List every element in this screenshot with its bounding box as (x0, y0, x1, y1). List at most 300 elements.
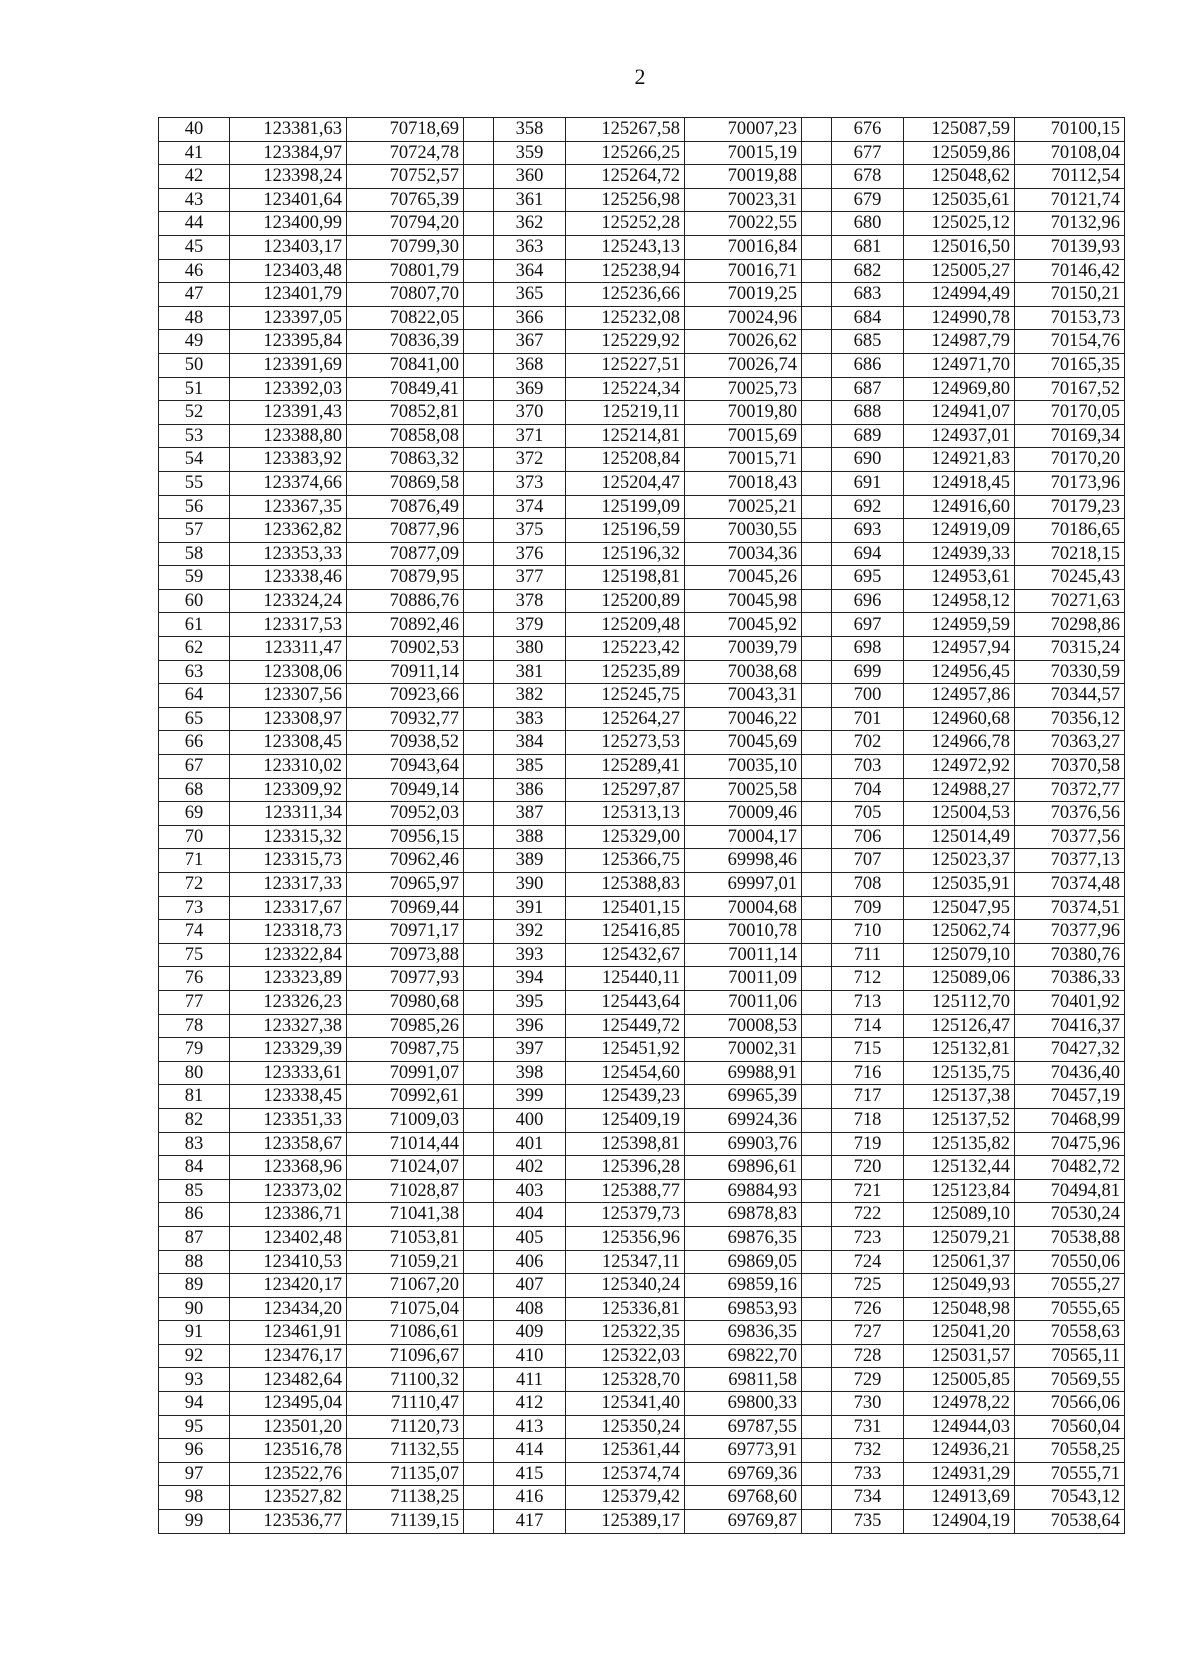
column-spacer (802, 755, 832, 779)
point-number-cell: 698 (832, 637, 904, 661)
x-coordinate-cell: 125137,52 (904, 1108, 1015, 1132)
y-coordinate-cell: 71100,32 (347, 1368, 464, 1392)
x-coordinate-cell: 125238,94 (566, 259, 685, 283)
y-coordinate-cell: 70010,78 (685, 920, 802, 944)
x-coordinate-cell: 125132,81 (904, 1038, 1015, 1062)
point-number-cell: 404 (494, 1203, 566, 1227)
point-number-cell: 381 (494, 660, 566, 684)
x-coordinate-cell: 125132,44 (904, 1156, 1015, 1180)
point-number-cell: 731 (832, 1415, 904, 1439)
point-number-cell: 70 (159, 825, 230, 849)
column-spacer (802, 1179, 832, 1203)
point-number-cell: 90 (159, 1297, 230, 1321)
x-coordinate-cell: 123317,53 (230, 613, 347, 637)
x-coordinate-cell: 125023,37 (904, 849, 1015, 873)
point-number-cell: 56 (159, 495, 230, 519)
y-coordinate-cell: 70841,00 (347, 353, 464, 377)
y-coordinate-cell: 70952,03 (347, 802, 464, 826)
column-spacer (464, 873, 494, 897)
y-coordinate-cell: 70030,55 (685, 519, 802, 543)
x-coordinate-cell: 123401,79 (230, 283, 347, 307)
x-coordinate-cell: 125135,82 (904, 1132, 1015, 1156)
column-spacer (464, 1415, 494, 1439)
y-coordinate-cell: 70569,55 (1015, 1368, 1125, 1392)
y-coordinate-cell: 70836,39 (347, 330, 464, 354)
y-coordinate-cell: 70794,20 (347, 212, 464, 236)
x-coordinate-cell: 123397,05 (230, 306, 347, 330)
x-coordinate-cell: 123391,43 (230, 401, 347, 425)
point-number-cell: 413 (494, 1415, 566, 1439)
x-coordinate-cell: 124939,33 (904, 542, 1015, 566)
x-coordinate-cell: 125350,24 (566, 1415, 685, 1439)
y-coordinate-cell: 69878,83 (685, 1203, 802, 1227)
table-row (159, 1321, 1125, 1345)
y-coordinate-cell: 70016,84 (685, 235, 802, 259)
point-number-cell: 365 (494, 283, 566, 307)
x-coordinate-cell: 123311,34 (230, 802, 347, 826)
y-coordinate-cell: 70558,63 (1015, 1321, 1125, 1345)
table-row (159, 566, 1125, 590)
point-number-cell: 735 (832, 1510, 904, 1534)
point-number-cell: 77 (159, 990, 230, 1014)
point-number-cell: 81 (159, 1085, 230, 1109)
x-coordinate-cell: 125379,42 (566, 1486, 685, 1510)
column-spacer (802, 1085, 832, 1109)
x-coordinate-cell: 123308,06 (230, 660, 347, 684)
column-spacer (802, 330, 832, 354)
column-spacer (802, 283, 832, 307)
x-coordinate-cell: 125243,13 (566, 235, 685, 259)
y-coordinate-cell: 70377,56 (1015, 825, 1125, 849)
column-spacer (464, 1486, 494, 1510)
column-spacer (464, 1085, 494, 1109)
column-spacer (802, 707, 832, 731)
y-coordinate-cell: 69773,91 (685, 1439, 802, 1463)
y-coordinate-cell: 70045,26 (685, 566, 802, 590)
x-coordinate-cell: 125209,48 (566, 613, 685, 637)
point-number-cell: 48 (159, 306, 230, 330)
column-spacer (802, 778, 832, 802)
column-spacer (464, 731, 494, 755)
point-number-cell: 689 (832, 424, 904, 448)
column-spacer (464, 920, 494, 944)
y-coordinate-cell: 70004,17 (685, 825, 802, 849)
point-number-cell: 688 (832, 401, 904, 425)
column-spacer (464, 1321, 494, 1345)
point-number-cell: 98 (159, 1486, 230, 1510)
point-number-cell: 687 (832, 377, 904, 401)
x-coordinate-cell: 125126,47 (904, 1014, 1015, 1038)
column-spacer (802, 1250, 832, 1274)
x-coordinate-cell: 125041,20 (904, 1321, 1015, 1345)
y-coordinate-cell: 70807,70 (347, 283, 464, 307)
x-coordinate-cell: 125214,81 (566, 424, 685, 448)
column-spacer (464, 825, 494, 849)
column-spacer (464, 212, 494, 236)
x-coordinate-cell: 123317,33 (230, 873, 347, 897)
point-number-cell: 399 (494, 1085, 566, 1109)
y-coordinate-cell: 70530,24 (1015, 1203, 1125, 1227)
x-coordinate-cell: 125328,70 (566, 1368, 685, 1392)
point-number-cell: 71 (159, 849, 230, 873)
point-number-cell: 705 (832, 802, 904, 826)
point-number-cell: 726 (832, 1297, 904, 1321)
x-coordinate-cell: 125322,35 (566, 1321, 685, 1345)
point-number-cell: 710 (832, 920, 904, 944)
table-row (159, 542, 1125, 566)
y-coordinate-cell: 70011,06 (685, 990, 802, 1014)
y-coordinate-cell: 70146,42 (1015, 259, 1125, 283)
x-coordinate-cell: 123307,56 (230, 684, 347, 708)
table-row (159, 896, 1125, 920)
y-coordinate-cell: 70034,36 (685, 542, 802, 566)
y-coordinate-cell: 70971,17 (347, 920, 464, 944)
y-coordinate-cell: 70045,69 (685, 731, 802, 755)
column-spacer (464, 802, 494, 826)
point-number-cell: 686 (832, 353, 904, 377)
x-coordinate-cell: 123373,02 (230, 1179, 347, 1203)
table-row (159, 755, 1125, 779)
point-number-cell: 63 (159, 660, 230, 684)
y-coordinate-cell: 70555,71 (1015, 1462, 1125, 1486)
point-number-cell: 392 (494, 920, 566, 944)
y-coordinate-cell: 70374,51 (1015, 896, 1125, 920)
column-spacer (802, 1510, 832, 1534)
x-coordinate-cell: 124958,12 (904, 589, 1015, 613)
table-row (159, 188, 1125, 212)
point-number-cell: 61 (159, 613, 230, 637)
x-coordinate-cell: 125004,53 (904, 802, 1015, 826)
x-coordinate-cell: 124988,27 (904, 778, 1015, 802)
x-coordinate-cell: 125266,25 (566, 141, 685, 165)
x-coordinate-cell: 124990,78 (904, 306, 1015, 330)
y-coordinate-cell: 70045,98 (685, 589, 802, 613)
y-coordinate-cell: 70165,35 (1015, 353, 1125, 377)
point-number-cell: 376 (494, 542, 566, 566)
x-coordinate-cell: 124944,03 (904, 1415, 1015, 1439)
table-row (159, 943, 1125, 967)
column-spacer (464, 283, 494, 307)
column-spacer (802, 306, 832, 330)
x-coordinate-cell: 124937,01 (904, 424, 1015, 448)
table-row (159, 377, 1125, 401)
x-coordinate-cell: 125401,15 (566, 896, 685, 920)
y-coordinate-cell: 70911,14 (347, 660, 464, 684)
y-coordinate-cell: 70956,15 (347, 825, 464, 849)
x-coordinate-cell: 125256,98 (566, 188, 685, 212)
point-number-cell: 713 (832, 990, 904, 1014)
x-coordinate-cell: 125236,66 (566, 283, 685, 307)
column-spacer (802, 165, 832, 189)
point-number-cell: 93 (159, 1368, 230, 1392)
x-coordinate-cell: 123381,63 (230, 118, 347, 142)
point-number-cell: 680 (832, 212, 904, 236)
table-row (159, 825, 1125, 849)
x-coordinate-cell: 123351,33 (230, 1108, 347, 1132)
point-number-cell: 691 (832, 471, 904, 495)
point-number-cell: 379 (494, 613, 566, 637)
y-coordinate-cell: 69836,35 (685, 1321, 802, 1345)
table-row (159, 613, 1125, 637)
point-number-cell: 387 (494, 802, 566, 826)
coordinates-table (158, 117, 1125, 1534)
x-coordinate-cell: 125137,38 (904, 1085, 1015, 1109)
x-coordinate-cell: 123311,47 (230, 637, 347, 661)
column-spacer (464, 755, 494, 779)
table-row (159, 589, 1125, 613)
x-coordinate-cell: 125112,70 (904, 990, 1015, 1014)
y-coordinate-cell: 71059,21 (347, 1250, 464, 1274)
column-spacer (464, 778, 494, 802)
column-spacer (464, 542, 494, 566)
y-coordinate-cell: 70025,21 (685, 495, 802, 519)
column-spacer (802, 1014, 832, 1038)
y-coordinate-cell: 70943,64 (347, 755, 464, 779)
x-coordinate-cell: 125267,58 (566, 118, 685, 142)
point-number-cell: 676 (832, 118, 904, 142)
x-coordinate-cell: 125297,87 (566, 778, 685, 802)
point-number-cell: 692 (832, 495, 904, 519)
point-number-cell: 390 (494, 873, 566, 897)
point-number-cell: 732 (832, 1439, 904, 1463)
column-spacer (802, 731, 832, 755)
point-number-cell: 97 (159, 1462, 230, 1486)
x-coordinate-cell: 125035,91 (904, 873, 1015, 897)
x-coordinate-cell: 123315,32 (230, 825, 347, 849)
column-spacer (464, 235, 494, 259)
point-number-cell: 694 (832, 542, 904, 566)
y-coordinate-cell: 69853,93 (685, 1297, 802, 1321)
table-row (159, 637, 1125, 661)
point-number-cell: 720 (832, 1156, 904, 1180)
x-coordinate-cell: 125374,74 (566, 1462, 685, 1486)
x-coordinate-cell: 125439,23 (566, 1085, 685, 1109)
point-number-cell: 712 (832, 967, 904, 991)
column-spacer (802, 896, 832, 920)
column-spacer (464, 637, 494, 661)
y-coordinate-cell: 70015,69 (685, 424, 802, 448)
y-coordinate-cell: 71120,73 (347, 1415, 464, 1439)
column-spacer (464, 1203, 494, 1227)
y-coordinate-cell: 70025,58 (685, 778, 802, 802)
table-row (159, 448, 1125, 472)
column-spacer (464, 1297, 494, 1321)
x-coordinate-cell: 124941,07 (904, 401, 1015, 425)
point-number-cell: 96 (159, 1439, 230, 1463)
y-coordinate-cell: 70007,23 (685, 118, 802, 142)
point-number-cell: 59 (159, 566, 230, 590)
point-number-cell: 699 (832, 660, 904, 684)
column-spacer (464, 1179, 494, 1203)
y-coordinate-cell: 69811,58 (685, 1368, 802, 1392)
x-coordinate-cell: 125336,81 (566, 1297, 685, 1321)
x-coordinate-cell: 125031,57 (904, 1344, 1015, 1368)
point-number-cell: 62 (159, 637, 230, 661)
point-number-cell: 64 (159, 684, 230, 708)
y-coordinate-cell: 70008,53 (685, 1014, 802, 1038)
x-coordinate-cell: 123367,35 (230, 495, 347, 519)
column-spacer (802, 212, 832, 236)
x-coordinate-cell: 124972,92 (904, 755, 1015, 779)
x-coordinate-cell: 125224,34 (566, 377, 685, 401)
column-spacer (802, 542, 832, 566)
point-number-cell: 678 (832, 165, 904, 189)
point-number-cell: 60 (159, 589, 230, 613)
x-coordinate-cell: 125229,92 (566, 330, 685, 354)
y-coordinate-cell: 70969,44 (347, 896, 464, 920)
x-coordinate-cell: 123318,73 (230, 920, 347, 944)
table-row (159, 401, 1125, 425)
column-spacer (802, 849, 832, 873)
y-coordinate-cell: 70024,96 (685, 306, 802, 330)
table-row (159, 1038, 1125, 1062)
point-number-cell: 388 (494, 825, 566, 849)
point-number-cell: 700 (832, 684, 904, 708)
y-coordinate-cell: 70271,63 (1015, 589, 1125, 613)
y-coordinate-cell: 71138,25 (347, 1486, 464, 1510)
point-number-cell: 417 (494, 1510, 566, 1534)
point-number-cell: 94 (159, 1392, 230, 1416)
column-spacer (802, 1415, 832, 1439)
table-row (159, 660, 1125, 684)
point-number-cell: 395 (494, 990, 566, 1014)
point-number-cell: 409 (494, 1321, 566, 1345)
point-number-cell: 360 (494, 165, 566, 189)
column-spacer (802, 660, 832, 684)
y-coordinate-cell: 70801,79 (347, 259, 464, 283)
y-coordinate-cell: 69800,33 (685, 1392, 802, 1416)
point-number-cell: 83 (159, 1132, 230, 1156)
x-coordinate-cell: 125322,03 (566, 1344, 685, 1368)
point-number-cell: 411 (494, 1368, 566, 1392)
y-coordinate-cell: 70902,53 (347, 637, 464, 661)
point-number-cell: 54 (159, 448, 230, 472)
point-number-cell: 723 (832, 1226, 904, 1250)
table-row (159, 1014, 1125, 1038)
point-number-cell: 690 (832, 448, 904, 472)
y-coordinate-cell: 70938,52 (347, 731, 464, 755)
point-number-cell: 57 (159, 519, 230, 543)
point-number-cell: 385 (494, 755, 566, 779)
y-coordinate-cell: 71053,81 (347, 1226, 464, 1250)
y-coordinate-cell: 71024,07 (347, 1156, 464, 1180)
point-number-cell: 721 (832, 1179, 904, 1203)
y-coordinate-cell: 71009,03 (347, 1108, 464, 1132)
column-spacer (464, 1014, 494, 1038)
y-coordinate-cell: 70015,19 (685, 141, 802, 165)
point-number-cell: 47 (159, 283, 230, 307)
y-coordinate-cell: 70153,73 (1015, 306, 1125, 330)
column-spacer (802, 684, 832, 708)
table-row (159, 684, 1125, 708)
point-number-cell: 88 (159, 1250, 230, 1274)
point-number-cell: 703 (832, 755, 904, 779)
column-spacer (802, 377, 832, 401)
column-spacer (464, 1344, 494, 1368)
x-coordinate-cell: 123383,92 (230, 448, 347, 472)
y-coordinate-cell: 70132,96 (1015, 212, 1125, 236)
y-coordinate-cell: 70436,40 (1015, 1061, 1125, 1085)
y-coordinate-cell: 70108,04 (1015, 141, 1125, 165)
y-coordinate-cell: 69924,36 (685, 1108, 802, 1132)
table-row (159, 1179, 1125, 1203)
point-number-cell: 391 (494, 896, 566, 920)
point-number-cell: 682 (832, 259, 904, 283)
point-number-cell: 383 (494, 707, 566, 731)
x-coordinate-cell: 125409,19 (566, 1108, 685, 1132)
column-spacer (464, 1038, 494, 1062)
point-number-cell: 696 (832, 589, 904, 613)
y-coordinate-cell: 70218,15 (1015, 542, 1125, 566)
point-number-cell: 734 (832, 1486, 904, 1510)
y-coordinate-cell: 71086,61 (347, 1321, 464, 1345)
x-coordinate-cell: 123403,17 (230, 235, 347, 259)
x-coordinate-cell: 123327,38 (230, 1014, 347, 1038)
x-coordinate-cell: 125048,62 (904, 165, 1015, 189)
column-spacer (802, 188, 832, 212)
column-spacer (464, 118, 494, 142)
column-spacer (802, 1486, 832, 1510)
x-coordinate-cell: 125204,47 (566, 471, 685, 495)
x-coordinate-cell: 125047,95 (904, 896, 1015, 920)
y-coordinate-cell: 69903,76 (685, 1132, 802, 1156)
y-coordinate-cell: 70035,10 (685, 755, 802, 779)
x-coordinate-cell: 125454,60 (566, 1061, 685, 1085)
y-coordinate-cell: 70718,69 (347, 118, 464, 142)
point-number-cell: 695 (832, 566, 904, 590)
point-number-cell: 372 (494, 448, 566, 472)
x-coordinate-cell: 125200,89 (566, 589, 685, 613)
column-spacer (464, 1462, 494, 1486)
column-spacer (464, 165, 494, 189)
column-spacer (802, 990, 832, 1014)
point-number-cell: 382 (494, 684, 566, 708)
y-coordinate-cell: 70849,41 (347, 377, 464, 401)
point-number-cell: 367 (494, 330, 566, 354)
table-row (159, 1250, 1125, 1274)
column-spacer (802, 1274, 832, 1298)
table-row (159, 306, 1125, 330)
column-spacer (802, 1392, 832, 1416)
y-coordinate-cell: 71014,44 (347, 1132, 464, 1156)
point-number-cell: 403 (494, 1179, 566, 1203)
column-spacer (464, 401, 494, 425)
x-coordinate-cell: 125245,75 (566, 684, 685, 708)
x-coordinate-cell: 123495,04 (230, 1392, 347, 1416)
x-coordinate-cell: 125389,17 (566, 1510, 685, 1534)
table-row (159, 778, 1125, 802)
y-coordinate-cell: 70566,06 (1015, 1392, 1125, 1416)
table-row (159, 1085, 1125, 1109)
column-spacer (464, 1132, 494, 1156)
table-row (159, 259, 1125, 283)
point-number-cell: 711 (832, 943, 904, 967)
point-number-cell: 92 (159, 1344, 230, 1368)
point-number-cell: 693 (832, 519, 904, 543)
x-coordinate-cell: 124918,45 (904, 471, 1015, 495)
column-spacer (464, 1510, 494, 1534)
point-number-cell: 396 (494, 1014, 566, 1038)
x-coordinate-cell: 125232,08 (566, 306, 685, 330)
y-coordinate-cell: 70022,55 (685, 212, 802, 236)
y-coordinate-cell: 69768,60 (685, 1486, 802, 1510)
y-coordinate-cell: 69965,39 (685, 1085, 802, 1109)
y-coordinate-cell: 70015,71 (685, 448, 802, 472)
point-number-cell: 375 (494, 519, 566, 543)
point-number-cell: 412 (494, 1392, 566, 1416)
y-coordinate-cell: 70879,95 (347, 566, 464, 590)
table-row (159, 235, 1125, 259)
